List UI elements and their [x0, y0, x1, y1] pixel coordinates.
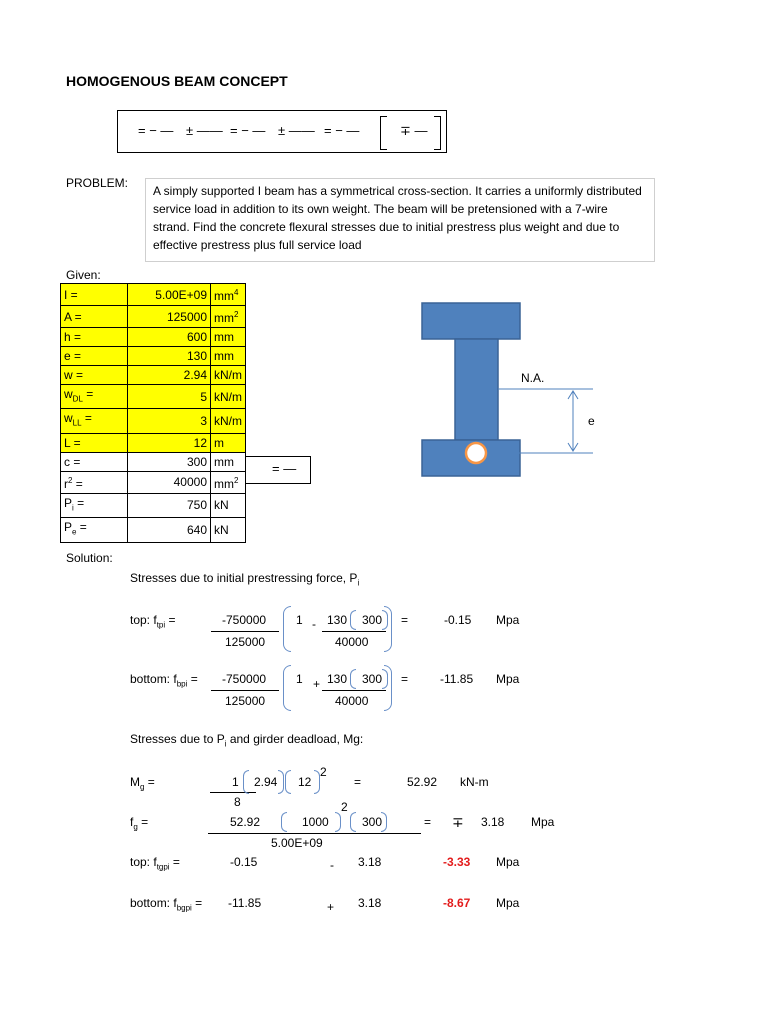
top-fpi-numerator: -750000 — [222, 613, 267, 627]
given-symbol: I = — [61, 284, 128, 306]
formula-box — [117, 110, 447, 153]
given-symbol: c = — [61, 452, 128, 471]
top-fpi-result: -0.15 — [444, 613, 472, 627]
given-unit: m — [211, 433, 246, 452]
given-unit: kN — [211, 493, 246, 517]
na-label: N.A. — [521, 371, 545, 385]
given-symbol: $P_e$ = — [61, 518, 128, 542]
bottom-fbpi-result: -11.85 — [440, 672, 474, 686]
r2-formula: = — — [272, 461, 297, 476]
top-fpi-label: top: $f_{tpi}$ = — [130, 613, 176, 630]
given-unit: kN — [211, 518, 246, 542]
fg-result: 3.18 — [481, 815, 505, 829]
given-unit: $mm^2$ — [211, 306, 246, 328]
given-unit: mm — [211, 452, 246, 471]
given-row — [61, 347, 246, 366]
given-row — [61, 385, 246, 409]
given-row — [61, 452, 246, 471]
right-bracket — [434, 116, 441, 150]
problem-label: PROBLEM: — [66, 176, 129, 190]
given-value: 300 — [128, 452, 211, 471]
given-symbol: w = — [61, 366, 128, 385]
given-unit: $mm^2$ — [211, 471, 246, 493]
formula-glyph: = − — — [138, 123, 174, 138]
given-value: 2.94 — [128, 366, 211, 385]
given-row — [61, 493, 246, 517]
bottom-fbgpi-result: -8.67 — [443, 896, 471, 910]
given-table — [60, 283, 246, 543]
given-value: 3 — [128, 409, 211, 433]
given-row — [61, 366, 246, 385]
given-value: 12 — [128, 433, 211, 452]
given-value: 130 — [128, 347, 211, 366]
given-symbol: L = — [61, 433, 128, 452]
bottom-fbgpi-label: bottom: $f_{bgpi}$ = — [130, 896, 203, 913]
section-initial-prestress: Stresses due to initial prestressing force, $P_i$ — [130, 571, 360, 588]
given-row — [61, 471, 246, 493]
left-bracket — [380, 116, 387, 150]
given-value: 125000 — [128, 306, 211, 328]
page-title: HOMOGENOUS BEAM CONCEPT — [66, 73, 288, 89]
given-row — [61, 306, 246, 328]
formula-glyph: = − — — [324, 123, 360, 138]
given-symbol: $w_{DL}$ = — [61, 385, 128, 409]
given-unit: kN/m — [211, 366, 246, 385]
given-value: 640 — [128, 518, 211, 542]
given-symbol: h = — [61, 328, 128, 347]
e-label: e — [588, 414, 595, 428]
given-row — [61, 328, 246, 347]
given-row — [61, 518, 246, 542]
section-girder-deadload: Stresses due to $P_i$ and girder deadload, Mg: — [130, 732, 364, 749]
given-row — [61, 409, 246, 433]
web — [455, 339, 498, 440]
given-value: 5 — [128, 385, 211, 409]
given-unit: mm — [211, 328, 246, 347]
given-label: Given: — [66, 268, 101, 282]
given-value: 750 — [128, 493, 211, 517]
top-fpi-denominator: 125000 — [225, 635, 266, 649]
given-value: 40000 — [128, 471, 211, 493]
given-row — [61, 284, 246, 306]
fg-label: $f_g$ = — [130, 815, 149, 832]
given-unit: kN/m — [211, 409, 246, 433]
given-symbol: A = — [61, 306, 128, 328]
given-unit: kN/m — [211, 385, 246, 409]
given-symbol: $r^2$ = — [61, 471, 128, 493]
formula-glyph: ∓ — — [400, 123, 428, 138]
i-beam-diagram — [410, 295, 630, 480]
top-ftgpi-result: -3.33 — [443, 855, 471, 869]
r2-formula-box — [245, 456, 311, 484]
problem-statement: A simply supported I beam has a symmetrical cross-section. It carries a uniformly distributed service load in addition to its own weight. The beam will be pretensioned with a 7-wire strand. Find the concrete flexural stresses due to initial prestress plus weight and due to effective prestress plus full service load — [145, 178, 655, 262]
given-row — [61, 433, 246, 452]
given-symbol: $P_i$ = — [61, 493, 128, 517]
formula-glyph: = − — — [230, 123, 266, 138]
mg-result: 52.92 — [407, 775, 438, 789]
top-ftgpi-label: top: $f_{tgpi}$ = — [130, 855, 180, 872]
given-value: 600 — [128, 328, 211, 347]
given-symbol: $w_{LL}$ = — [61, 409, 128, 433]
given-value: 5.00E+09 — [128, 284, 211, 306]
mg-label: $M_g$ = — [130, 775, 155, 792]
bottom-fbpi-label: bottom: $f_{bpi}$ = — [130, 672, 198, 689]
solution-label: Solution: — [66, 551, 113, 565]
formula-glyph: ± —— — [186, 123, 223, 138]
given-unit: mm — [211, 347, 246, 366]
given-unit: $mm^4$ — [211, 284, 246, 306]
given-symbol: e = — [61, 347, 128, 366]
formula-glyph: ± —— — [278, 123, 315, 138]
top-flange — [422, 303, 520, 339]
tendon-icon — [466, 443, 486, 463]
